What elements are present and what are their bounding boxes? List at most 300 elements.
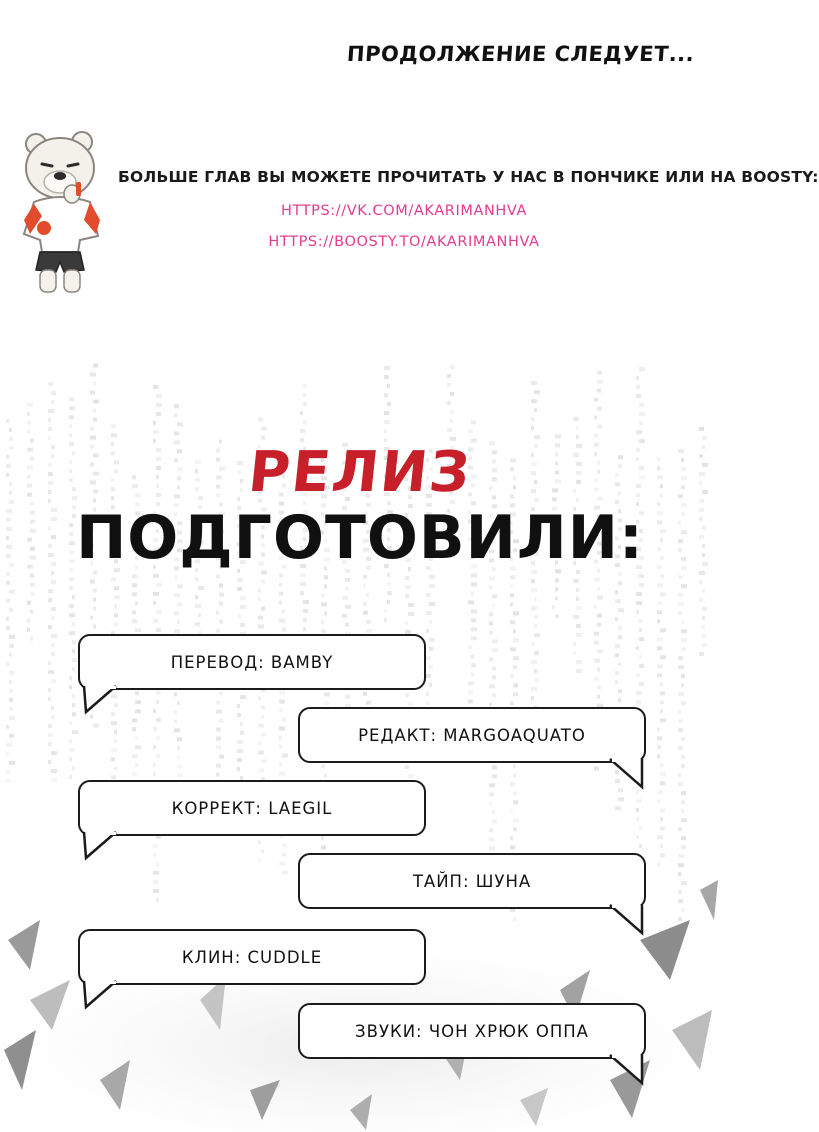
matrix-glyph xyxy=(132,754,138,758)
matrix-glyph xyxy=(216,728,221,732)
matrix-glyph xyxy=(114,766,117,770)
matrix-glyph xyxy=(51,778,57,782)
matrix-glyph xyxy=(174,728,180,732)
matrix-glyph xyxy=(282,754,288,758)
matrix-glyph xyxy=(597,650,603,654)
matrix-glyph xyxy=(639,637,644,641)
matrix-glyph xyxy=(321,845,326,849)
matrix-glyph xyxy=(114,604,117,608)
matrix-glyph xyxy=(72,595,75,599)
matrix-glyph xyxy=(135,628,141,632)
matrix-glyph xyxy=(258,597,261,601)
matrix-glyph xyxy=(555,434,561,438)
matrix-glyph xyxy=(510,809,513,813)
matrix-glyph xyxy=(681,800,685,804)
matrix-glyph xyxy=(69,775,72,779)
matrix-glyph xyxy=(51,400,54,404)
matrix-glyph xyxy=(534,597,537,601)
matrix-glyph xyxy=(90,580,95,584)
matrix-glyph xyxy=(324,584,327,588)
matrix-glyph xyxy=(576,633,582,637)
matrix-glyph xyxy=(489,783,495,787)
matrix-glyph xyxy=(216,611,219,615)
matrix-glyph xyxy=(510,845,515,849)
matrix-glyph xyxy=(153,574,159,578)
matrix-glyph xyxy=(450,365,455,369)
matrix-glyph xyxy=(303,393,306,397)
matrix-glyph xyxy=(636,376,639,380)
matrix-glyph xyxy=(660,718,666,722)
matrix-glyph xyxy=(429,584,435,588)
matrix-glyph xyxy=(153,727,157,731)
matrix-glyph xyxy=(135,763,138,767)
matrix-glyph xyxy=(219,692,223,696)
matrix-glyph xyxy=(657,610,662,614)
matrix-glyph xyxy=(93,409,96,413)
matrix-glyph xyxy=(300,411,303,415)
matrix-glyph xyxy=(489,801,492,805)
matrix-glyph xyxy=(660,781,665,785)
matrix-glyph xyxy=(258,417,263,421)
matrix-glyph xyxy=(153,844,158,848)
matrix-glyph xyxy=(258,723,264,727)
matrix-glyph xyxy=(657,619,660,623)
matrix-glyph xyxy=(261,606,265,610)
matrix-glyph xyxy=(174,692,177,696)
matrix-glyph xyxy=(636,790,639,794)
matrix-glyph xyxy=(531,381,537,385)
matrix-glyph xyxy=(156,610,162,614)
matrix-glyph xyxy=(195,604,201,608)
matrix-glyph xyxy=(384,393,388,397)
matrix-glyph xyxy=(597,686,601,690)
credit-text: РЕДАКТ: MARGOAQUATO xyxy=(358,725,586,745)
matrix-glyph xyxy=(555,614,559,618)
matrix-glyph xyxy=(681,620,684,624)
matrix-glyph xyxy=(597,587,600,591)
matrix-glyph xyxy=(702,607,707,611)
matrix-glyph xyxy=(153,871,159,875)
matrix-glyph xyxy=(639,664,644,668)
matrix-glyph xyxy=(636,385,640,389)
matrix-glyph xyxy=(279,736,282,740)
matrix-glyph xyxy=(48,427,52,431)
matrix-glyph xyxy=(678,854,684,858)
matrix-glyph xyxy=(471,591,474,595)
matrix-glyph xyxy=(555,596,558,600)
matrix-glyph xyxy=(660,844,663,848)
matrix-glyph xyxy=(30,592,35,596)
matrix-glyph xyxy=(387,402,391,406)
matrix-glyph xyxy=(195,577,198,581)
vk-link[interactable]: HTTPS://VK.COM/AKARIMANHVA xyxy=(280,203,528,219)
matrix-glyph xyxy=(573,579,579,583)
credit-bubble-sounds xyxy=(298,1003,646,1059)
matrix-glyph xyxy=(450,410,454,414)
matrix-glyph xyxy=(657,601,662,605)
matrix-glyph xyxy=(48,733,53,737)
matrix-glyph xyxy=(93,724,99,728)
matrix-glyph xyxy=(219,584,223,588)
matrix-glyph xyxy=(447,401,451,405)
matrix-glyph xyxy=(510,836,513,840)
matrix-glyph xyxy=(69,748,75,752)
matrix-glyph xyxy=(237,767,240,771)
matrix-glyph xyxy=(48,661,51,665)
matrix-glyph xyxy=(363,611,368,615)
matrix-glyph xyxy=(384,375,389,379)
boosty-link[interactable]: HTTPS://BOOSTY.TO/AKARIMANHVA xyxy=(268,234,540,250)
matrix-glyph xyxy=(9,734,14,738)
matrix-glyph xyxy=(699,427,704,431)
matrix-glyph xyxy=(72,766,75,770)
matrix-glyph xyxy=(660,655,666,659)
matrix-glyph xyxy=(471,582,477,586)
matrix-glyph xyxy=(678,665,684,669)
credit-text: ЗВУКИ: ЧОН ХРЮК ОППА xyxy=(355,1021,589,1041)
matrix-glyph xyxy=(345,695,350,699)
matrix-glyph xyxy=(366,593,369,597)
matrix-glyph xyxy=(6,581,10,585)
matrix-glyph xyxy=(9,680,12,684)
matrix-glyph xyxy=(639,421,643,425)
matrix-glyph xyxy=(678,602,684,606)
matrix-glyph xyxy=(387,600,390,604)
matrix-glyph xyxy=(216,746,221,750)
matrix-glyph xyxy=(111,775,116,779)
matrix-glyph xyxy=(636,646,639,650)
matrix-glyph xyxy=(27,430,31,434)
matrix-glyph xyxy=(132,610,136,614)
matrix-glyph xyxy=(594,434,598,438)
matrix-glyph xyxy=(471,618,476,622)
matrix-glyph xyxy=(93,364,98,368)
matrix-glyph xyxy=(615,680,618,684)
matrix-glyph xyxy=(9,653,12,657)
matrix-glyph xyxy=(594,641,599,645)
matrix-glyph xyxy=(678,611,682,615)
matrix-glyph xyxy=(261,732,266,736)
matrix-glyph xyxy=(384,411,389,415)
matrix-glyph xyxy=(261,849,264,853)
matrix-glyph xyxy=(90,427,94,431)
matrix-glyph xyxy=(174,404,179,408)
matrix-glyph xyxy=(321,602,327,606)
matrix-glyph xyxy=(93,598,96,602)
matrix-glyph xyxy=(240,722,243,726)
matrix-glyph xyxy=(513,818,519,822)
matrix-glyph xyxy=(114,730,117,734)
bubble-tail xyxy=(606,1055,646,1085)
matrix-glyph xyxy=(6,743,12,747)
matrix-glyph xyxy=(489,630,493,634)
to-be-continued-text: ПРОДОЛЖЕНИЕ СЛЕДУЕТ... xyxy=(345,42,695,66)
matrix-glyph xyxy=(384,420,390,424)
matrix-glyph xyxy=(681,836,686,840)
matrix-glyph xyxy=(48,589,53,593)
matrix-glyph xyxy=(639,583,644,587)
matrix-glyph xyxy=(153,601,156,605)
matrix-glyph xyxy=(678,719,683,723)
matrix-glyph xyxy=(258,750,264,754)
matrix-glyph xyxy=(468,699,473,703)
matrix-glyph xyxy=(156,718,161,722)
matrix-glyph xyxy=(321,620,324,624)
matrix-glyph xyxy=(513,638,519,642)
matrix-glyph xyxy=(660,709,663,713)
matrix-glyph xyxy=(156,862,159,866)
matrix-glyph xyxy=(555,578,559,582)
matrix-glyph xyxy=(6,626,10,630)
matrix-glyph xyxy=(303,402,307,406)
matrix-glyph xyxy=(531,642,535,646)
matrix-glyph xyxy=(534,615,538,619)
matrix-glyph xyxy=(303,420,307,424)
matrix-glyph xyxy=(174,710,177,714)
matrix-glyph xyxy=(48,742,52,746)
matrix-glyph xyxy=(72,622,75,626)
matrix-glyph xyxy=(597,614,602,618)
matrix-glyph xyxy=(513,665,517,669)
matrix-glyph xyxy=(6,419,9,423)
matrix-glyph xyxy=(492,819,497,823)
matrix-glyph xyxy=(342,614,347,618)
matrix-glyph xyxy=(111,748,117,752)
matrix-glyph xyxy=(153,745,156,749)
credit-bubble-typesetting xyxy=(298,853,646,909)
matrix-glyph xyxy=(678,728,683,732)
matrix-glyph xyxy=(111,577,116,581)
matrix-glyph xyxy=(597,596,603,600)
matrix-glyph xyxy=(216,701,220,705)
matrix-glyph xyxy=(261,705,265,709)
matrix-glyph xyxy=(618,635,622,639)
matrix-glyph xyxy=(6,662,9,666)
matrix-glyph xyxy=(660,574,664,578)
matrix-glyph xyxy=(51,769,57,773)
matrix-glyph xyxy=(405,585,411,589)
matrix-glyph xyxy=(510,602,513,606)
matrix-glyph xyxy=(237,704,240,708)
matrix-glyph xyxy=(72,640,76,644)
matrix-glyph xyxy=(618,581,622,585)
matrix-glyph xyxy=(258,768,264,772)
matrix-glyph xyxy=(489,837,494,841)
matrix-glyph xyxy=(261,579,265,583)
matrix-glyph xyxy=(72,658,77,662)
matrix-glyph xyxy=(513,827,517,831)
matrix-glyph xyxy=(174,719,177,723)
matrix-glyph xyxy=(489,684,495,688)
matrix-glyph xyxy=(198,586,204,590)
matrix-glyph xyxy=(639,574,644,578)
matrix-glyph xyxy=(30,637,33,641)
matrix-glyph xyxy=(447,428,452,432)
matrix-glyph xyxy=(597,380,603,384)
matrix-glyph xyxy=(48,688,51,692)
matrix-glyph xyxy=(657,835,663,839)
matrix-glyph xyxy=(426,629,429,633)
matrix-glyph xyxy=(576,660,582,664)
credit-bubble-translation xyxy=(78,634,426,690)
matrix-glyph xyxy=(153,385,158,389)
matrix-glyph xyxy=(366,629,372,633)
matrix-glyph xyxy=(153,853,156,857)
matrix-glyph xyxy=(132,727,136,731)
matrix-glyph xyxy=(114,622,118,626)
matrix-glyph xyxy=(6,599,10,603)
matrix-glyph xyxy=(534,678,539,682)
matrix-glyph xyxy=(132,718,137,722)
matrix-glyph xyxy=(114,739,117,743)
matrix-glyph xyxy=(9,635,15,639)
matrix-glyph xyxy=(534,624,537,628)
matrix-glyph xyxy=(471,654,474,658)
matrix-glyph xyxy=(51,751,57,755)
matrix-glyph xyxy=(216,764,221,768)
matrix-glyph xyxy=(636,430,642,434)
matrix-glyph xyxy=(48,724,52,728)
matrix-glyph xyxy=(27,412,30,416)
matrix-glyph xyxy=(72,703,75,707)
matrix-glyph xyxy=(639,628,642,632)
matrix-glyph xyxy=(300,429,305,433)
matrix-glyph xyxy=(174,629,180,633)
matrix-glyph xyxy=(48,760,51,764)
matrix-glyph xyxy=(636,808,639,812)
matrix-glyph xyxy=(279,583,282,587)
matrix-glyph xyxy=(594,767,599,771)
matrix-glyph xyxy=(69,406,75,410)
matrix-glyph xyxy=(492,675,496,679)
matrix-glyph xyxy=(702,634,707,638)
matrix-glyph xyxy=(72,712,76,716)
matrix-glyph xyxy=(9,689,13,693)
matrix-glyph xyxy=(681,629,687,633)
matrix-glyph xyxy=(69,415,74,419)
matrix-glyph xyxy=(366,701,371,705)
matrix-glyph xyxy=(156,403,162,407)
matrix-glyph xyxy=(513,773,516,777)
matrix-glyph xyxy=(657,646,662,650)
matrix-glyph xyxy=(69,631,75,635)
matrix-glyph xyxy=(51,634,57,638)
matrix-glyph xyxy=(597,407,602,411)
matrix-glyph xyxy=(681,764,685,768)
matrix-glyph xyxy=(660,691,665,695)
matrix-glyph xyxy=(408,774,414,778)
matrix-glyph xyxy=(69,721,72,725)
matrix-glyph xyxy=(513,656,519,660)
matrix-glyph xyxy=(387,582,390,586)
matrix-glyph xyxy=(345,605,351,609)
matrix-glyph xyxy=(9,716,15,720)
matrix-glyph xyxy=(240,605,246,609)
matrix-glyph xyxy=(72,730,78,734)
matrix-glyph xyxy=(531,606,537,610)
matrix-glyph xyxy=(303,600,309,604)
matrix-glyph xyxy=(384,429,387,433)
matrix-glyph xyxy=(93,589,97,593)
matrix-glyph xyxy=(69,739,72,743)
matrix-glyph xyxy=(69,397,74,401)
matrix-glyph xyxy=(597,371,602,375)
matrix-glyph xyxy=(9,644,14,648)
matrix-glyph xyxy=(69,757,72,761)
matrix-glyph xyxy=(111,424,116,428)
matrix-glyph xyxy=(639,619,642,623)
matrix-glyph xyxy=(660,826,665,830)
bubble-tail xyxy=(82,686,122,714)
matrix-glyph xyxy=(132,619,137,623)
matrix-glyph xyxy=(489,702,492,706)
matrix-glyph xyxy=(594,632,599,636)
matrix-glyph xyxy=(111,721,117,725)
matrix-glyph xyxy=(468,600,474,604)
matrix-glyph xyxy=(489,792,494,796)
matrix-glyph xyxy=(636,835,639,839)
matrix-glyph xyxy=(153,430,159,434)
matrix-glyph xyxy=(636,610,639,614)
matrix-glyph xyxy=(90,391,95,395)
matrix-glyph xyxy=(531,399,537,403)
matrix-glyph xyxy=(678,773,681,777)
matrix-glyph xyxy=(9,671,14,675)
matrix-glyph xyxy=(9,707,13,711)
matrix-glyph xyxy=(69,424,72,428)
matrix-glyph xyxy=(594,659,600,663)
matrix-glyph xyxy=(9,608,13,612)
bubble-tail xyxy=(606,759,646,789)
matrix-glyph xyxy=(219,593,224,597)
matrix-glyph xyxy=(300,582,306,586)
matrix-glyph xyxy=(69,586,73,590)
matrix-glyph xyxy=(489,585,492,589)
matrix-glyph xyxy=(660,817,663,821)
matrix-glyph xyxy=(597,668,600,672)
credit-bubble-editing xyxy=(298,707,646,763)
matrix-glyph xyxy=(660,808,665,812)
matrix-glyph xyxy=(342,596,348,600)
matrix-glyph xyxy=(258,696,261,700)
matrix-glyph xyxy=(594,677,599,681)
matrix-glyph xyxy=(237,587,242,591)
matrix-glyph xyxy=(510,647,516,651)
matrix-glyph xyxy=(69,676,72,680)
matrix-glyph xyxy=(177,764,182,768)
matrix-glyph xyxy=(216,710,222,714)
matrix-glyph xyxy=(699,598,703,602)
matrix-glyph xyxy=(219,719,224,723)
matrix-glyph xyxy=(261,435,265,439)
matrix-glyph xyxy=(156,583,162,587)
matrix-glyph xyxy=(573,642,576,646)
matrix-glyph xyxy=(345,623,349,627)
matrix-glyph xyxy=(48,382,53,386)
matrix-glyph xyxy=(303,384,307,388)
matrix-glyph xyxy=(216,737,221,741)
matrix-glyph xyxy=(135,745,141,749)
matrix-glyph xyxy=(261,426,267,430)
matrix-glyph xyxy=(363,584,366,588)
matrix-glyph xyxy=(279,619,285,623)
matrix-glyph xyxy=(615,671,619,675)
matrix-glyph xyxy=(552,605,555,609)
matrix-glyph xyxy=(69,433,72,437)
matrix-glyph xyxy=(135,709,141,713)
matrix-glyph xyxy=(492,774,497,778)
bubble-tail xyxy=(606,905,646,935)
